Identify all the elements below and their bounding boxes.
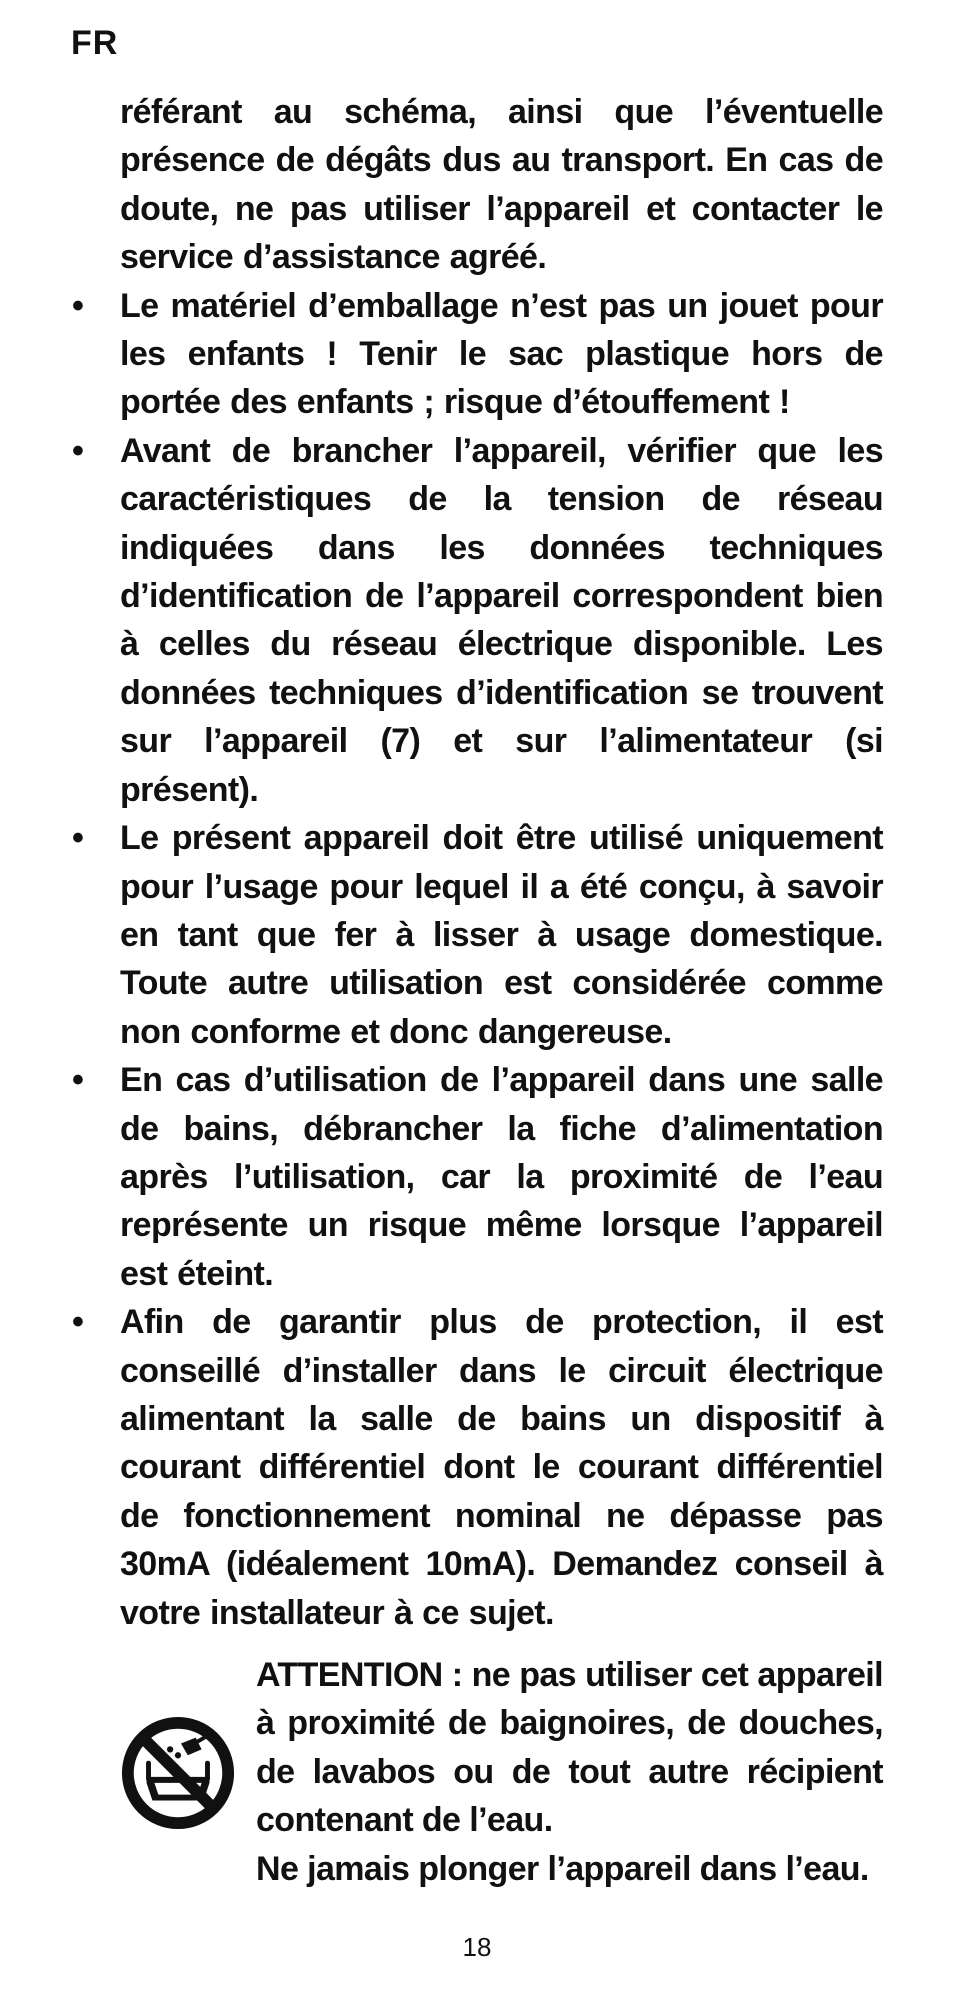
bullet-symbol: • — [72, 819, 84, 858]
list-item — [70, 427, 883, 814]
language-label: FR — [71, 24, 119, 62]
bullet-symbol: • — [72, 1061, 84, 1100]
warning-text-block — [256, 1651, 883, 1893]
bullet-symbol: • — [72, 1303, 84, 1342]
list-item-text: Afin de garantir plus de protection, il est conseillé d’installer dans le circuit électrique alimentant la salle de bains un dispositif à courant différentiel dont le courant différentiel de fonctionnement nominal ne dépasse pas 30mA (idéalement 10mA). Demandez conseil à votre installateur à ce sujet. — [120, 1303, 883, 1632]
list-item — [70, 814, 883, 1056]
page-content — [70, 88, 883, 1893]
list-item — [70, 282, 883, 427]
list-item — [70, 1056, 883, 1298]
continuation-paragraph: référant au schéma, ainsi que l’éventuelle présence de dégâts dus au transport. En cas de doute, ne pas utiliser l’appareil et contacter le service d’assistance agréé. — [120, 93, 883, 277]
bullet-symbol: • — [72, 286, 84, 325]
list-item — [70, 1298, 883, 1637]
list-item-text: Avant de brancher l’appareil, vérifier que les caractéristiques de la tension de réseau indiquées dans les données techniques d’identification de l’appareil correspondent bien à celles du réseau électrique disponible. Les données techniques d’identification se trouvent sur l’appareil (7) et sur l’alimentateur (si présent). — [120, 431, 883, 809]
warning-block — [70, 1651, 883, 1893]
list-item-text: Le présent appareil doit être utilisé uniquement pour l’usage pour lequel il a été conçu, à savoir en tant que fer à lisser à usage domestique. Toute autre utilisation est considérée comme non conforme et donc dangereuse. — [120, 819, 883, 1051]
warning-note: Ne jamais plonger l’appareil dans l’eau. — [256, 1849, 869, 1888]
warning-text: ATTENTION : ne pas utiliser cet appareil à proximité de baignoires, de douches, de lavabos ou de tout autre récipient contenant de l’eau. — [256, 1656, 883, 1840]
list-item-text: En cas d’utilisation de l’appareil dans une salle de bains, débrancher la fiche d’alimentation après l’utilisation, car la proximité de l’eau représente un risque même lorsque l’appareil est éteint. — [120, 1061, 883, 1293]
page-number: 18 — [462, 1932, 492, 1962]
list-item-text: Le matériel d’emballage n’est pas un jouet pour les enfants ! Tenir le sac plastique hors de portée des enfants ; risque d’étouffement ! — [120, 286, 883, 422]
bullet-symbol: • — [72, 431, 84, 470]
no-water-bath-icon — [119, 1714, 237, 1832]
